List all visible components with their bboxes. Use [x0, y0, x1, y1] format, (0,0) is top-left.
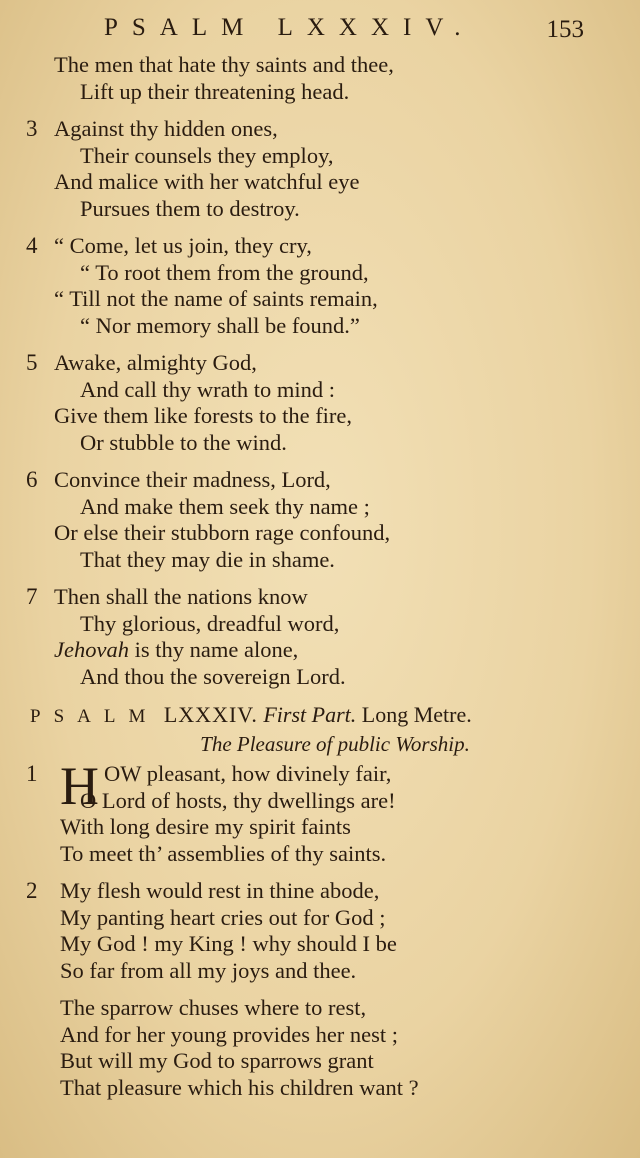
- verse-line: And for her young provides her nest ;: [60, 1021, 399, 1047]
- stanza-4: [0, 233, 640, 339]
- page-header: [0, 14, 640, 48]
- stanza-opening: [0, 52, 640, 105]
- verse-line: “ Till not the name of saints remain,: [54, 286, 378, 311]
- verse-line: O Lord of hosts, thy dwellings are!: [80, 787, 396, 813]
- verse-line: But will my God to sparrows grant: [60, 1048, 374, 1073]
- verse-line: Awake, almighty God,: [54, 350, 257, 375]
- verse-line: Lift up their threatening head.: [80, 78, 350, 104]
- psalm-label: PSALM: [30, 706, 159, 727]
- psalm-subtitle: The Pleasure of public Worship.: [200, 732, 470, 756]
- stanza-number: 7: [26, 584, 38, 609]
- running-head: PSALM LXXXIV.: [104, 14, 475, 41]
- verse-line: Or stubble to the wind.: [80, 429, 287, 455]
- psalm-heading: [0, 701, 640, 731]
- stanza-number: 4: [26, 233, 38, 258]
- verse-line: Their counsels they employ,: [80, 142, 334, 168]
- verse-line: And call thy wrath to mind :: [80, 376, 335, 402]
- stanza-3: [0, 116, 640, 222]
- verse-line: To meet th’ assemblies of thy saints.: [60, 840, 387, 866]
- page-number: 153: [546, 16, 584, 43]
- stanza-p2-3: [0, 995, 640, 1101]
- stanza-p2-1: [0, 756, 640, 867]
- stanza-number: 2: [26, 878, 38, 903]
- verse-line: And thou the sovereign Lord.: [80, 663, 346, 689]
- stanza-5: [0, 350, 640, 456]
- verse-line: The sparrow chuses where to rest,: [60, 995, 367, 1020]
- verse-line: My panting heart cries out for God ;: [60, 904, 386, 930]
- verse-line: Pursues them to destroy.: [80, 195, 300, 221]
- verse-line: Convince their madness, Lord,: [54, 467, 331, 492]
- stanza-number: 5: [26, 350, 38, 375]
- verse-line: My flesh would rest in thine abode,: [60, 878, 380, 903]
- stanza-number: 1: [26, 761, 38, 786]
- verse-line: Then shall the nations know: [54, 584, 308, 609]
- verse-line: That they may die in shame.: [80, 546, 335, 572]
- verse-line: My God ! my King ! why should I be: [60, 931, 397, 956]
- psalm-number: LXXXIV.: [163, 702, 258, 727]
- psalm-part: First Part.: [263, 702, 357, 727]
- verse-line: “ To root them from the ground,: [80, 259, 369, 285]
- verse-line: That pleasure which his children want ?: [60, 1074, 419, 1100]
- stanza-7: [0, 584, 640, 690]
- verse-text: is thy name alone,: [134, 637, 299, 662]
- verse-line: With long desire my spirit faints: [60, 814, 351, 839]
- text-body: [0, 52, 640, 1112]
- verse-line: “ Come, let us join, they cry,: [54, 233, 312, 258]
- stanza-number: 3: [26, 116, 38, 141]
- verse-line: So far from all my joys and thee.: [60, 957, 357, 983]
- psalm-metre: Long Metre.: [361, 702, 472, 727]
- dropcap-block: [0, 756, 640, 816]
- verse-line: And make them seek thy name ;: [80, 493, 370, 519]
- verse-line: “ Nor memory shall be found.”: [80, 312, 360, 338]
- stanza-p2-2: [0, 878, 640, 984]
- verse-line: The men that hate thy saints and thee,: [54, 52, 394, 77]
- verse-line: Or else their stubborn rage confound,: [54, 520, 391, 545]
- verse-line: Against thy hidden ones,: [54, 116, 278, 141]
- stanza-number: 6: [26, 467, 38, 492]
- drop-capital: H: [60, 756, 99, 816]
- italic-name: Jehovah: [54, 637, 129, 662]
- stanza-6: [0, 467, 640, 573]
- verse-line: OW pleasant, how divinely fair,: [104, 761, 392, 786]
- verse-line: Thy glorious, dreadful word,: [80, 610, 340, 636]
- verse-line: And malice with her watchful eye: [54, 169, 360, 194]
- verse-line: Give them like forests to the fire,: [54, 403, 353, 428]
- verse-line: [0, 637, 640, 664]
